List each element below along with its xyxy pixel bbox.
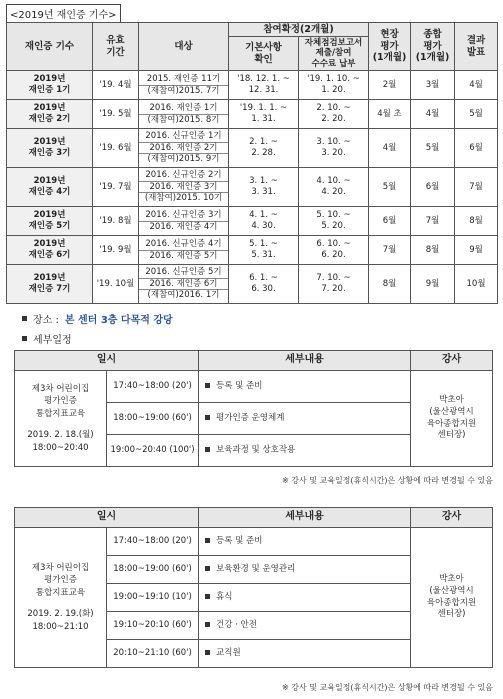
bullet-icon [205,447,210,452]
education-table-day1 [14,350,493,467]
schedule-row [7,236,498,265]
lecturer-line: 육아종합지원 [426,597,477,608]
result-cell: 9월 [455,236,498,265]
basic-check-cell-line: 12. 31. [248,85,279,95]
detail-title: 세부일정 [33,335,72,346]
target-cell-line: 2016. 재인증 6기 [139,278,228,290]
target-cell-line: 2015. 재인증 11기 [146,73,221,84]
course-date-line: 18:00~21:10 [32,621,89,632]
comprehensive-eval-cell: 4월 [411,100,455,129]
generation-cell: 2019년 재인증 6기 [7,236,93,265]
field-eval-cell: 2월 [369,71,411,100]
session-content-text: 등록 및 준비 [216,536,263,547]
report-submit-cell [299,236,369,265]
lecturer-line: (울산광역시 [429,406,474,417]
session-time: 17:40~18:00 (20') [107,371,199,403]
report-submit-cell [299,71,369,100]
session-content [199,556,411,584]
basic-check-cell [229,71,299,100]
schedule-row [7,71,498,100]
lecturer-line: 센터장) [437,430,466,441]
header-target: 대상 [139,23,229,71]
schedule-row [7,100,498,129]
target-cell-line: 2016. 신규인증 1기 [145,131,222,142]
bullet-icon [205,622,210,627]
course-title-line: 평가인증 [44,396,77,407]
basic-check-cell [229,100,299,129]
course-title-line: 제3차 어린이집 [31,562,90,573]
target-cell [139,71,229,100]
session-content-text: 평가인증 운영체계 [216,413,285,424]
content-header: 세부내용 [199,508,411,528]
date-header: 일시 [15,351,199,371]
course-info-cell [15,528,107,668]
session-content-text: 보육환경 및 운영관리 [216,564,296,575]
bullet-icon [22,316,27,321]
report-submit-cell-line: 1. 20. [321,85,346,95]
basic-check-cell-line: '18. 12. 1. ~ [237,74,290,85]
target-cell-line: 2016. 재인증 2기 [139,142,228,154]
result-cell: 4월 [455,71,498,100]
result-cell: 10월 [455,265,498,304]
bullet-icon [205,594,210,599]
session-time: 18:00~19:00 (60') [107,556,199,584]
lecturer-line: 센터장) [437,609,466,620]
report-submit-cell-line: 6. 20. [321,250,346,260]
session-content-text: 등록 및 준비 [216,381,263,392]
valid-period-cell: '19. 4월 [93,71,139,100]
lecturer-line: 박초아 [439,573,464,584]
report-submit-cell [299,265,369,304]
basic-check-cell-line: 3. 31. [251,187,276,197]
bullet-icon [205,415,210,420]
venue-label: 장소 : [33,315,59,326]
recertification-schedule-table [6,22,498,304]
course-title-line: 평가인증 [44,575,77,586]
session-content-text: 교직원 [216,648,241,659]
target-cell-line: 2016. 재인증 1기 [149,102,218,113]
result-cell: 6월 [455,129,498,168]
report-submit-cell [299,207,369,236]
course-title-line: 통합지표교육 [35,409,86,420]
course-date-line: 18:00~20:40 [32,442,89,453]
lecturer-header: 강사 [411,508,493,528]
header-participation: 참여확정(2개월) [229,23,369,37]
schedule-caption: <2019년 재인증 기수> [6,4,121,23]
session-content-text: 건강 · 안전 [216,620,257,631]
basic-check-cell-line: 4. 30. [251,221,276,231]
target-cell-line: (재참여)2015. 10기 [139,192,228,204]
comprehensive-eval-cell: 6월 [411,168,455,207]
schedule-row [7,168,498,207]
report-submit-cell-line: 4. 10. ~ [316,176,351,187]
valid-period-cell: '19. 7월 [93,168,139,207]
result-cell: 5월 [455,100,498,129]
session-content [199,640,411,668]
basic-check-cell-line: '19. 1. 1. ~ [239,103,288,114]
target-cell-line: 2016. 재인증 3기 [139,181,228,193]
header-generation: 재인증 기수 [7,23,93,71]
target-cell [139,236,229,265]
result-cell: 7월 [455,168,498,207]
target-cell-line: (재참여)2015. 7기 [139,85,228,97]
field-eval-cell: 5월 [369,168,411,207]
course-title-line: 제3차 어린이집 [31,383,90,394]
session-time: 18:00~19:00 (60') [107,403,199,435]
report-submit-cell [299,129,369,168]
course-info-cell [15,371,107,467]
header-field-eval: 현장 평가 (1개월) [369,23,411,71]
basic-check-cell-line: 2. 28. [251,148,276,158]
comprehensive-eval-cell: 9월 [411,265,455,304]
target-cell [139,100,229,129]
field-eval-cell: 4월 [369,129,411,168]
course-date-line: 2019. 2. 18.(월) [27,429,94,440]
bullet-icon [205,566,210,571]
basic-check-cell-line: 5. 1. ~ [249,239,278,250]
valid-period-cell: '19. 5월 [93,100,139,129]
valid-period-cell: '19. 10월 [93,265,139,304]
lecturer-cell [411,371,493,467]
session-content-text: 보육과정 및 상호작용 [216,445,296,456]
basic-check-cell-line: 2. 1. ~ [249,137,278,148]
session-content [199,584,411,612]
valid-period-cell: '19. 6월 [93,129,139,168]
target-cell [139,129,229,168]
report-submit-cell-line: 2. 10. ~ [316,103,351,114]
generation-cell: 2019년 재인증 4기 [7,168,93,207]
basic-check-cell-line: 1. 31. [251,114,276,124]
target-cell [139,207,229,236]
basic-check-cell [229,129,299,168]
valid-period-cell: '19. 8월 [93,207,139,236]
basic-check-cell-line: 6. 1. ~ [249,273,278,284]
generation-cell: 2019년 재인증 3기 [7,129,93,168]
session-time: 20:10~21:10 (60') [107,640,199,668]
session-time: 19:10~20:10 (60') [107,612,199,640]
schedule-change-note: ※ 강사 및 교육일정(휴식시간)은 상황에 따라 변경될 수 있음 [281,476,493,485]
report-submit-cell-line: 4. 20. [321,187,346,197]
bullet-icon [205,538,210,543]
basic-check-cell [229,265,299,304]
header-comprehensive-eval: 종합 평가 (1개월) [411,23,455,71]
comprehensive-eval-cell: 8월 [411,236,455,265]
schedule-row [7,207,498,236]
bullet-icon [205,383,210,388]
report-submit-cell [299,168,369,207]
basic-check-cell-line: 4. 1. ~ [249,210,278,221]
course-date-line: 2019. 2. 19.(화) [27,608,94,619]
report-submit-cell-line: 3. 10. ~ [316,137,351,148]
bullet-icon [205,650,210,655]
lecturer-cell [411,528,493,668]
session-content [199,403,411,435]
session-time: 19:00~19:10 (10') [107,584,199,612]
lecturer-line: 육아종합지원 [426,418,477,429]
header-valid-period: 유효 기간 [93,23,139,71]
content-header: 세부내용 [199,351,411,371]
session-time: 19:00~20:40 (100') [107,435,199,467]
session-content [199,435,411,467]
schedule-row [7,265,498,304]
target-cell-line: 2016. 신규인증 2기 [145,170,222,181]
comprehensive-eval-cell: 7월 [411,207,455,236]
report-submit-cell-line: 7. 20. [321,284,346,294]
report-submit-cell-line: 7. 10. ~ [316,273,351,284]
date-header: 일시 [15,508,199,528]
header-report-submit: 자체점검보고서 제출/참여 수수료 납부 [299,37,369,71]
schedule-row [7,129,498,168]
basic-check-cell-line: 5. 31. [251,250,276,260]
report-submit-cell [299,100,369,129]
target-cell [139,168,229,207]
report-submit-cell-line: 5. 20. [321,221,346,231]
valid-period-cell: '19. 9월 [93,236,139,265]
generation-cell: 2019년 재인증 1기 [7,71,93,100]
target-cell-line: (재참여)2015. 8기 [139,114,228,126]
session-row [15,371,493,403]
comprehensive-eval-cell: 5월 [411,129,455,168]
header-basic-check: 기본사항 확인 [229,37,299,71]
education-table-day2 [14,507,493,668]
session-content [199,371,411,403]
field-eval-cell: 6월 [369,207,411,236]
session-content [199,612,411,640]
basic-check-cell [229,168,299,207]
field-eval-cell: 8월 [369,265,411,304]
header-result: 결과 발표 [455,23,498,71]
lecturer-line: 박초아 [439,394,464,405]
generation-cell: 2019년 재인증 5기 [7,207,93,236]
basic-check-cell [229,236,299,265]
session-content [199,528,411,556]
result-cell: 8월 [455,207,498,236]
report-submit-cell-line: 6. 10. ~ [316,239,351,250]
field-eval-cell: 4월 초 [369,100,411,129]
session-content-text: 휴식 [216,592,233,603]
report-submit-cell-line: 5. 10. ~ [316,210,351,221]
target-cell-line: (재참여)2015. 9기 [139,153,228,165]
bullet-icon [22,336,27,341]
report-submit-cell-line: 2. 20. [321,114,346,124]
session-row [15,528,493,556]
schedule-change-note: ※ 강사 및 교육일정(휴식시간)은 상황에 따라 변경될 수 있음 [281,683,493,692]
target-cell-line: 2016. 재인증 4기 [139,221,228,233]
target-cell [139,265,229,304]
field-eval-cell: 7월 [369,236,411,265]
session-time: 17:40~18:00 (20') [107,528,199,556]
basic-check-cell-line: 6. 30. [251,284,276,294]
lecturer-header: 강사 [411,351,493,371]
venue-line [22,311,173,326]
report-submit-cell-line: 3. 20. [321,148,346,158]
generation-cell: 2019년 재인증 2기 [7,100,93,129]
comprehensive-eval-cell: 3월 [411,71,455,100]
lecturer-line: (울산광역시 [429,585,474,596]
target-cell-line: 2016. 신규인증 4기 [145,238,222,249]
basic-check-cell-line: 3. 1. ~ [249,176,278,187]
report-submit-cell-line: '19. 1. 10. ~ [307,74,360,85]
target-cell-line: 2016. 신규인증 3기 [145,209,222,220]
course-title-line: 통합지표교육 [35,588,86,599]
target-cell-line: (재참여)2016. 1기 [139,289,228,301]
target-cell-line: 2016. 재인증 5기 [139,250,228,262]
detail-title-line [22,331,72,346]
generation-cell: 2019년 재인증 7기 [7,265,93,304]
basic-check-cell [229,207,299,236]
target-cell-line: 2016. 신규인증 5기 [145,267,222,278]
venue-value: 본 센터 3층 다목적 강당 [64,315,173,326]
